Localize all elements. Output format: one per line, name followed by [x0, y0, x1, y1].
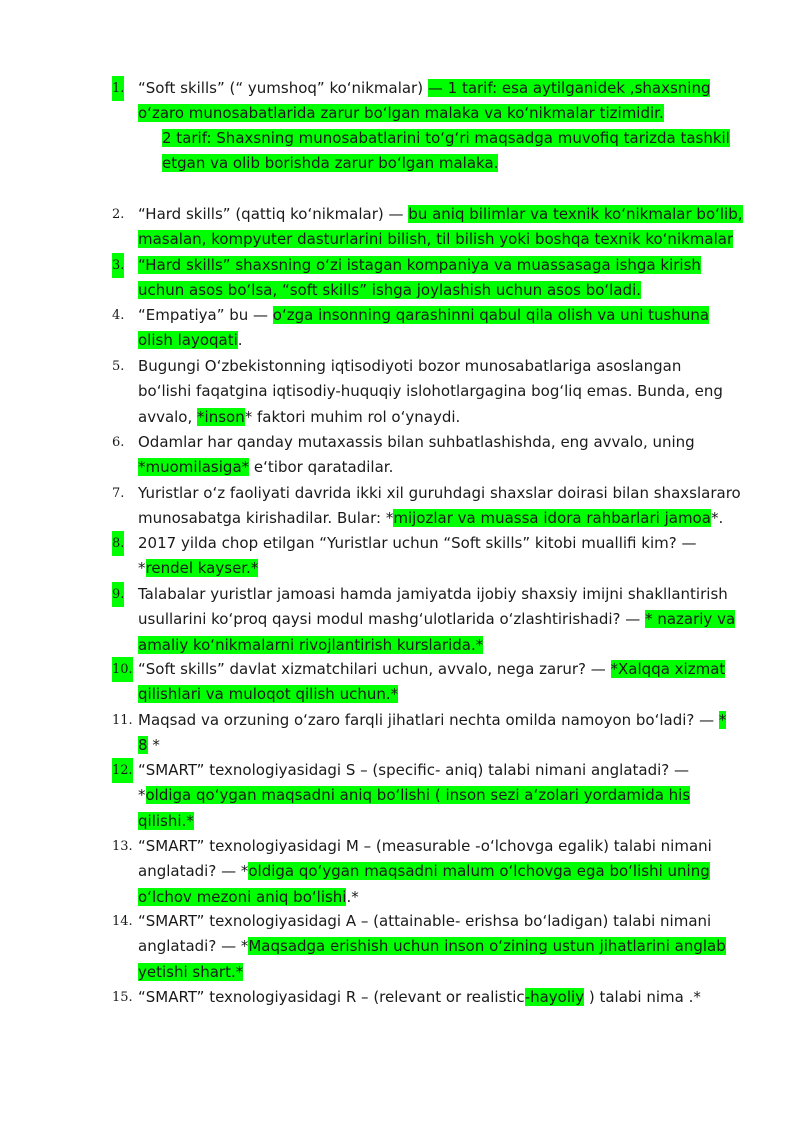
text-line: [138, 481, 748, 506]
text-line: [138, 633, 748, 658]
text-line: [138, 455, 748, 480]
highlighted-text: yetishi shart.*: [138, 962, 244, 981]
list-item-number: 2.: [112, 207, 125, 222]
text-segment: *.: [710, 509, 724, 528]
text-segment: 2017 yilda chop etilgan “Yuristlar uchun “Soft skills” kitobi muallifi kim? —: [138, 534, 697, 552]
highlighted-text: *inson: [197, 407, 245, 426]
text-line: [138, 531, 748, 556]
list-item: [112, 202, 748, 253]
text-line: [162, 126, 752, 151]
text-line: [138, 708, 748, 733]
list-item-number: 4.: [112, 308, 125, 323]
text-line: [138, 783, 748, 808]
highlighted-text: rendel kayser.*: [145, 559, 259, 578]
text-segment: “Hard skills” (qattiq ko‘nikmalar) —: [138, 205, 409, 223]
list-item-number: 8.: [112, 531, 124, 556]
highlighted-text: Maqsadga erishish uchun inson o‘zining ustun jihatlarini anglab: [248, 937, 726, 956]
highlighted-text: qilishi.*: [138, 811, 194, 830]
text-line: [138, 405, 748, 430]
text-line: [138, 582, 748, 607]
text-line: [138, 885, 748, 910]
list-item-number: 14.: [112, 914, 133, 929]
text-line: [138, 909, 748, 934]
text-segment: .*: [346, 887, 359, 906]
list-item: [112, 253, 748, 304]
text-segment: avvalo,: [138, 407, 198, 426]
text-segment: “Soft skills” davlat xizmatchilari uchun, avvalo, nega zarur? —: [138, 660, 611, 678]
highlighted-text: mijozlar va muassa idora rahbarlari jamoa: [393, 509, 711, 528]
list-item: [112, 834, 748, 910]
list-item: [112, 354, 748, 430]
highlighted-text: uchun asos bo‘lsa, “soft skills” ishga joylashish uchun asos bo‘ladi.: [138, 281, 641, 300]
text-segment: *: [138, 559, 146, 578]
list-item: [112, 76, 748, 127]
highlighted-text: 2 tarif: Shaxsning munosabatlarini to‘g‘ri maqsadga muvofiq tarizda tashkil: [162, 129, 730, 147]
highlighted-text: *muomilasiga*: [138, 458, 250, 477]
text-segment: .: [237, 331, 243, 350]
text-segment: ) talabi nima .*: [584, 988, 701, 1006]
highlighted-text: 8: [138, 736, 148, 755]
list-item-number: 1.: [112, 76, 124, 101]
highlighted-text: olish layoqati: [138, 331, 238, 350]
text-line: [138, 328, 748, 353]
text-line: [138, 101, 748, 126]
list-item: [112, 985, 748, 1010]
text-line: [138, 556, 748, 581]
text-line: [138, 303, 748, 328]
text-segment: anglatadi? — *: [138, 862, 249, 881]
text-line: [138, 809, 748, 834]
list-item-number: 3.: [112, 253, 124, 278]
highlighted-text: * nazariy va: [645, 610, 736, 629]
list-item-number: 11.: [112, 713, 133, 728]
highlighted-text: “Hard skills” shaxsning o‘zi istagan kompaniya va muassasaga ishga kirish: [138, 256, 701, 274]
text-segment: e‘tibor qaratadilar.: [249, 458, 394, 477]
text-line: [138, 76, 748, 101]
text-line: [138, 758, 748, 783]
list-item-number: 13.: [112, 839, 133, 854]
text-line: [138, 859, 748, 884]
text-segment: Odamlar har qanday mutaxassis bilan suhbatlashishda, eng avvalo, uning: [138, 433, 695, 451]
list-item-number: 15.: [112, 990, 133, 1005]
text-segment: *: [138, 786, 146, 805]
text-segment: “Empatiya” bu —: [138, 306, 273, 324]
list-item-number: 5.: [112, 359, 125, 374]
text-line: [138, 733, 748, 758]
text-segment: usullarini ko‘proq qaysi modul mashg‘ulotlarida o‘zlashtirishadi? —: [138, 610, 646, 629]
list-item: [112, 531, 748, 582]
text-line: [138, 834, 748, 859]
highlighted-text: *: [718, 711, 727, 729]
list-item-number: 10.: [112, 657, 133, 682]
list-item-number: 9.: [112, 582, 124, 607]
list-item-number: 12.: [112, 758, 133, 783]
highlighted-text: — 1 tarif: esa aytilganidek ,shaxsning: [427, 79, 711, 97]
text-segment: “SMART” texnologiyasidagi M – (measurable -o‘lchovga egalik) talabi nimani: [138, 837, 712, 855]
highlighted-text: bu aniq bilimlar va texnik ko‘nikmalar bo‘lib,: [408, 205, 743, 223]
highlighted-text: o‘zga insonning qarashinni qabul qila olish va uni tushuna: [272, 306, 710, 324]
text-line: [162, 151, 752, 176]
highlighted-text: -hayoliy: [524, 988, 585, 1006]
sub-definition: [162, 126, 752, 177]
text-line: [138, 506, 748, 531]
list-item: [112, 758, 748, 834]
highlighted-text: oldiga qo‘ygan maqsadni aniq bo‘lishi ( inson sezi a‘zolari yordamida his: [145, 786, 691, 805]
text-segment: munosabatga kirishadilar. Bular: *: [138, 509, 394, 528]
text-segment: “SMART” texnologiyasidagi R – (relevant or realistic: [138, 988, 525, 1006]
text-segment: “SMART” texnologiyasidagi A – (attainable- erishsa bo‘ladigan) talabi nimani: [138, 912, 712, 930]
highlighted-text: amaliy ko‘nikmalarni rivojlantirish kurslarida.*: [138, 635, 484, 654]
highlighted-text: qilishlari va muloqot qilish uchun.*: [138, 685, 399, 704]
list-item: [112, 708, 748, 759]
text-segment: anglatadi? — *: [138, 937, 249, 956]
text-segment: Talabalar yuristlar jamoasi hamda jamiyatda ijobiy shaxsiy imijni shakllantirish: [138, 585, 728, 603]
list-item: [112, 430, 748, 481]
list-item: [112, 582, 748, 658]
highlighted-text: masalan, kompyuter dasturlarini bilish, til bilish yoki boshqa texnik ko‘nikmalar: [138, 230, 734, 249]
text-line: [138, 430, 748, 455]
highlighted-text: *Xalqqa xizmat: [610, 660, 726, 678]
text-line: [138, 607, 748, 632]
highlighted-text: o‘lchov mezoni aniq bo‘lishi: [138, 887, 347, 906]
list-item-number: 7.: [112, 486, 125, 501]
list-item: [112, 303, 748, 354]
highlighted-text: o‘zaro munosabatlarida zarur bo‘lgan malaka va ko‘nikmalar tizimidir.: [138, 104, 664, 123]
text-line: [138, 657, 748, 682]
text-line: [138, 278, 748, 303]
text-segment: Maqsad va orzuning o‘zaro farqli jihatlari nechta omilda namoyon bo‘ladi? —: [138, 711, 719, 729]
text-segment: “SMART” texnologiyasidagi S – (specific- aniq) talabi nimani anglatadi? —: [138, 761, 690, 779]
text-segment: bo‘lishi faqatgina iqtisodiy-huquqiy islohotlargagina bog‘liq emas. Bunda, eng: [138, 382, 723, 401]
highlighted-text: oldiga qo‘ygan maqsadni malum o‘lchovga ega bo‘lishi uning: [248, 862, 710, 881]
text-line: [138, 202, 748, 227]
text-line: [138, 379, 748, 404]
text-line: [138, 960, 748, 985]
text-line: [138, 227, 748, 252]
list-item-number: 6.: [112, 435, 125, 450]
list-item: [112, 909, 748, 985]
text-segment: * faktori muhim rol o‘ynaydi.: [244, 407, 461, 426]
text-segment: “Soft skills” (“ yumshoq” ko‘nikmalar): [138, 79, 428, 97]
highlighted-text: etgan va olib borishda zarur bo‘lgan malaka.: [162, 154, 499, 173]
list-item: [112, 481, 748, 532]
list-item: [112, 657, 748, 708]
text-line: [138, 934, 748, 959]
text-line: [138, 985, 748, 1010]
text-line: [138, 682, 748, 707]
text-segment: Bugungi O‘zbekistonning iqtisodiyoti bozor munosabatlariga asoslangan: [138, 357, 682, 375]
text-segment: Yuristlar o‘z faoliyati davrida ikki xil guruhdagi shaxslar doirasi bilan shaxslararo: [138, 484, 741, 502]
text-line: [138, 253, 748, 278]
text-segment: *: [147, 736, 160, 755]
text-line: [138, 354, 748, 379]
